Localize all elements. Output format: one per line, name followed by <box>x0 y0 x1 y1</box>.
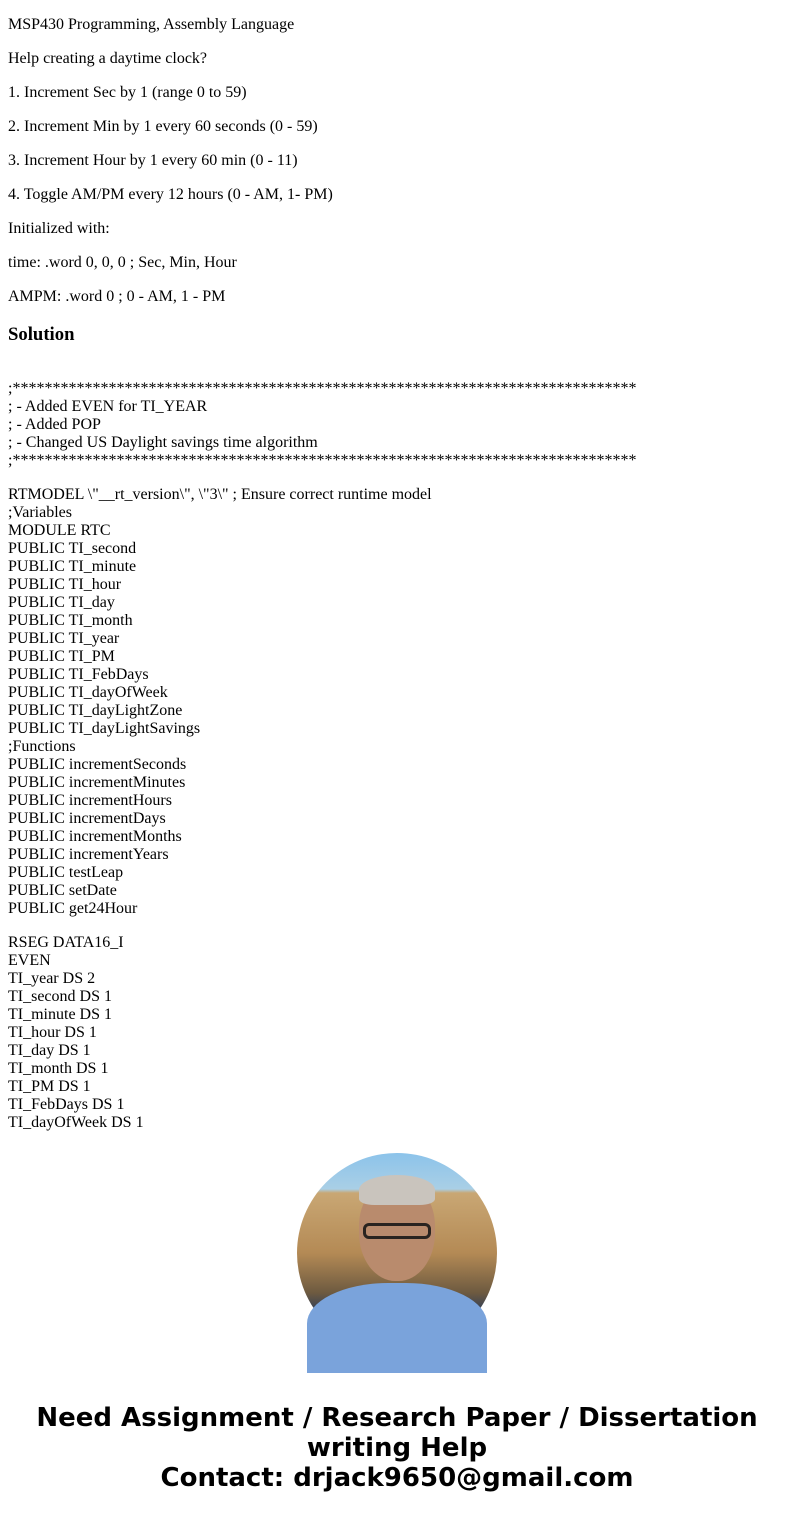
code-line: PUBLIC TI_hour <box>8 576 122 593</box>
document-content <box>8 0 786 1136</box>
code-line: PUBLIC TI_dayLightSavings <box>8 720 201 737</box>
code-line: PUBLIC TI_month <box>8 612 133 629</box>
question-paragraph: 1. Increment Sec by 1 (range 0 to 59) <box>8 84 247 101</box>
code-line: PUBLIC incrementHours <box>8 792 172 809</box>
code-line: TI_dayOfWeek DS 1 <box>8 1114 144 1131</box>
code-line: ; - Changed US Daylight savings time algorithm <box>8 434 318 451</box>
code-line: PUBLIC incrementDays <box>8 810 166 827</box>
code-line: EVEN <box>8 952 51 969</box>
code-line: PUBLIC TI_day <box>8 594 115 611</box>
question-paragraph: 3. Increment Hour by 1 every 60 min (0 - 11) <box>8 152 298 169</box>
code-block <box>8 486 786 918</box>
photo-glasses <box>363 1223 431 1239</box>
code-line: PUBLIC TI_FebDays <box>8 666 149 683</box>
question-paragraph: time: .word 0, 0, 0 ; Sec, Min, Hour <box>8 254 237 271</box>
code-line: PUBLIC TI_dayOfWeek <box>8 684 168 701</box>
photo-shirt <box>307 1283 487 1373</box>
question-paragraph: Help creating a daytime clock? <box>8 50 208 67</box>
code-line: ;****************************************************************************** <box>8 452 637 469</box>
code-line: RTMODEL \"__rt_version\", \"3\" ; Ensure correct runtime model <box>8 486 432 503</box>
code-line: RSEG DATA16_I <box>8 934 124 951</box>
question-paragraph: AMPM: .word 0 ; 0 - AM, 1 - PM <box>8 288 226 305</box>
code-line: TI_FebDays DS 1 <box>8 1096 125 1113</box>
code-line: ;****************************************************************************** <box>8 380 637 397</box>
code-line: PUBLIC TI_year <box>8 630 120 647</box>
code-line: PUBLIC testLeap <box>8 864 124 881</box>
author-photo <box>297 1153 497 1353</box>
code-line: PUBLIC setDate <box>8 882 117 899</box>
code-line: PUBLIC incrementMinutes <box>8 774 186 791</box>
code-line: ;Functions <box>8 738 76 755</box>
code-line: ;Variables <box>8 504 72 521</box>
banner-line-2: writing Help <box>306 1433 488 1463</box>
code-line: TI_day DS 1 <box>8 1042 91 1059</box>
code-line: PUBLIC incrementSeconds <box>8 756 187 773</box>
code-line: PUBLIC TI_minute <box>8 558 137 575</box>
question-paragraph: 2. Increment Min by 1 every 60 seconds (0 - 59) <box>8 118 318 135</box>
solution-heading: Solution <box>8 324 75 345</box>
code-line: TI_PM DS 1 <box>8 1078 91 1095</box>
code-line: PUBLIC incrementYears <box>8 846 169 863</box>
code-block <box>8 380 786 470</box>
code-line: TI_second DS 1 <box>8 988 112 1005</box>
code-line: PUBLIC TI_PM <box>8 648 115 665</box>
code-line: PUBLIC get24Hour <box>8 900 138 917</box>
question-paragraph: Initialized with: <box>8 220 110 237</box>
banner-line-3: Contact: drjack9650@gmail.com <box>160 1463 634 1493</box>
code-line: PUBLIC TI_dayLightZone <box>8 702 183 719</box>
question-paragraph: 4. Toggle AM/PM every 12 hours (0 - AM, 1- PM) <box>8 186 333 203</box>
photo-hair <box>359 1175 435 1205</box>
code-line: TI_month DS 1 <box>8 1060 109 1077</box>
code-line: TI_minute DS 1 <box>8 1006 112 1023</box>
code-line: ; - Added EVEN for TI_YEAR <box>8 398 208 415</box>
contact-banner <box>0 1403 794 1493</box>
code-line: TI_year DS 2 <box>8 970 96 987</box>
question-title: MSP430 Programming, Assembly Language <box>8 16 295 33</box>
code-block <box>8 934 786 1131</box>
code-line: MODULE RTC <box>8 522 111 539</box>
code-line: PUBLIC incrementMonths <box>8 828 182 845</box>
code-line: TI_hour DS 1 <box>8 1024 97 1041</box>
code-line: PUBLIC TI_second <box>8 540 137 557</box>
code-line: ; - Added POP <box>8 416 101 433</box>
solution-code <box>8 380 786 1131</box>
banner-line-1: Need Assignment / Research Paper / Dissertation <box>36 1403 758 1433</box>
